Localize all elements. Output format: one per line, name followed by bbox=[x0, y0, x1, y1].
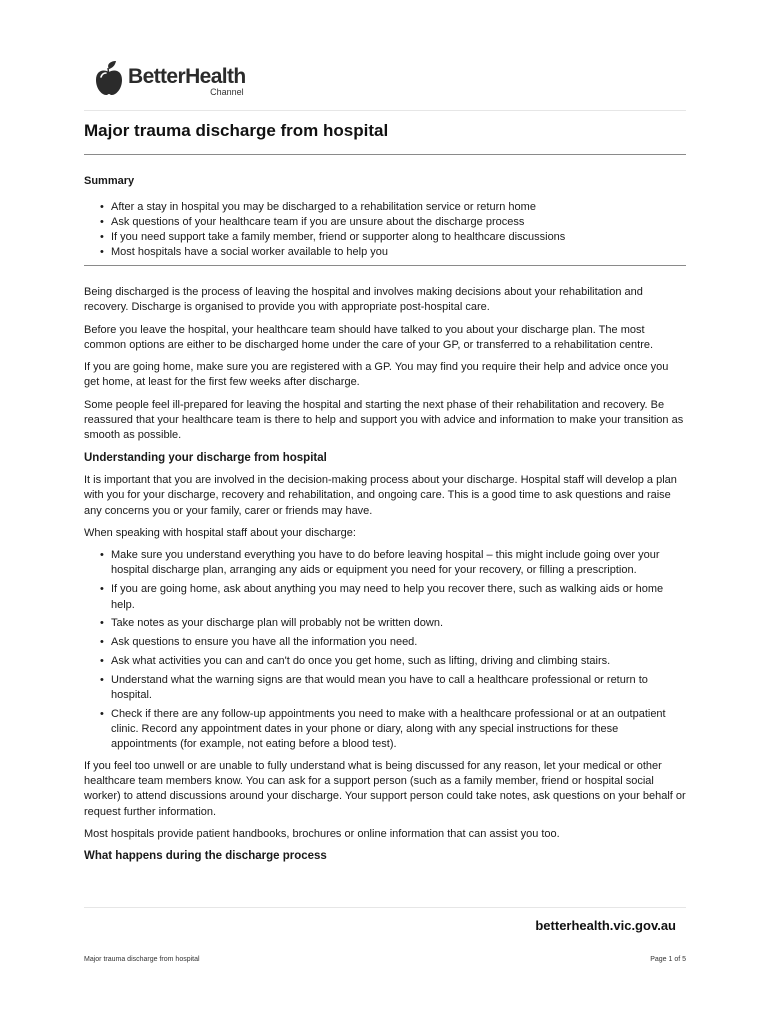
footer-doc-title: Major trauma discharge from hospital bbox=[84, 956, 200, 963]
list-item: • Take notes as your discharge plan will probably not be written down. bbox=[84, 616, 686, 631]
list-item: • If you are going home, ask about anything you may need to help you recover there, such as walking aids or home help. bbox=[84, 582, 686, 613]
logo-subtitle: Channel bbox=[210, 87, 244, 97]
footer-divider bbox=[84, 907, 686, 908]
list-item: • Understand what the warning signs are that would mean you have to call a healthcare professional or return to hospital. bbox=[84, 673, 686, 704]
paragraph: If you are going home, make sure you are registered with a GP. You may find you require their help and advice once you get home, at least for the first few weeks after discharge. bbox=[84, 361, 669, 389]
title-divider bbox=[84, 154, 686, 155]
paragraph: Some people feel ill-prepared for leaving the hospital and starting the next phase of their rehabilitation and recovery. Be reassured that your healthcare team is there to help and support you with advice and information to make your transition as smooth as possible. bbox=[84, 398, 684, 442]
article-body bbox=[84, 285, 686, 872]
list-item: • Check if there are any follow-up appointments you need to make with a healthcare professional or at an outpatient clinic. Record any appointment dates in your phone or diary, along with any special instructions for these appointments (for example, not eating before a blood test). bbox=[84, 707, 686, 753]
site-url: betterhealth.vic.gov.au bbox=[535, 918, 676, 933]
header-divider bbox=[84, 110, 686, 111]
logo bbox=[94, 60, 246, 96]
paragraph: When speaking with hospital staff about your discharge: bbox=[84, 526, 356, 539]
summary-item: • After a stay in hospital you may be discharged to a rehabilitation service or return home bbox=[84, 200, 684, 215]
apple-icon bbox=[94, 60, 124, 96]
paragraph: Before you leave the hospital, your healthcare team should have talked to you about your discharge plan. The most common options are either to be discharged home under the care of your GP, or transferred to a rehabilitation centre. bbox=[84, 323, 654, 351]
summary-divider bbox=[84, 265, 686, 266]
paragraph: Most hospitals provide patient handbooks, brochures or online information that can assist you too. bbox=[84, 827, 560, 840]
paragraph: It is important that you are involved in the decision-making process about your discharge. Hospital staff will develop a plan with you for your discharge, recovery and rehabilitation, and ongoing care. This is a good time to ask questions and raise any concerns you or your family, carer or friends may have. bbox=[84, 473, 677, 517]
summary-item: • Ask questions of your healthcare team if you are unsure about the discharge process bbox=[84, 215, 684, 230]
summary-item: • Most hospitals have a social worker available to help you bbox=[84, 245, 684, 260]
page-number: Page 1 of 5 bbox=[650, 956, 686, 963]
paragraph: If you feel too unwell or are unable to fully understand what is being discussed for any reason, let your medical or other healthcare team members know. You can ask for a support person (such as a family member, friend or hospital social worker) to attend discussions around your discharge. Your support person could take notes, ask questions on your behalf or request further information. bbox=[84, 759, 686, 818]
summary-list bbox=[84, 200, 684, 260]
list-item: • Ask questions to ensure you have all the information you need. bbox=[84, 635, 686, 650]
section-heading: Understanding your discharge from hospital bbox=[84, 451, 327, 464]
logo-wordmark: BetterHealth bbox=[128, 65, 246, 88]
advice-list bbox=[84, 548, 686, 753]
summary-item: • If you need support take a family member, friend or supporter along to healthcare discussions bbox=[84, 230, 684, 245]
section-heading: What happens during the discharge process bbox=[84, 850, 327, 863]
list-item: • Make sure you understand everything you have to do before leaving hospital – this might include going over your hospital discharge plan, arranging any aids or equipment you need for your recovery, or filling a prescription. bbox=[84, 548, 686, 579]
paragraph: Being discharged is the process of leaving the hospital and involves making decisions about your rehabilitation and recovery. Discharge is organised to provide you with appropriate post-hospital care. bbox=[84, 286, 643, 314]
summary-heading: Summary bbox=[84, 175, 135, 187]
page-title: Major trauma discharge from hospital bbox=[84, 121, 389, 140]
list-item: • Ask what activities you can and can't do once you get home, such as lifting, driving and climbing stairs. bbox=[84, 654, 686, 669]
